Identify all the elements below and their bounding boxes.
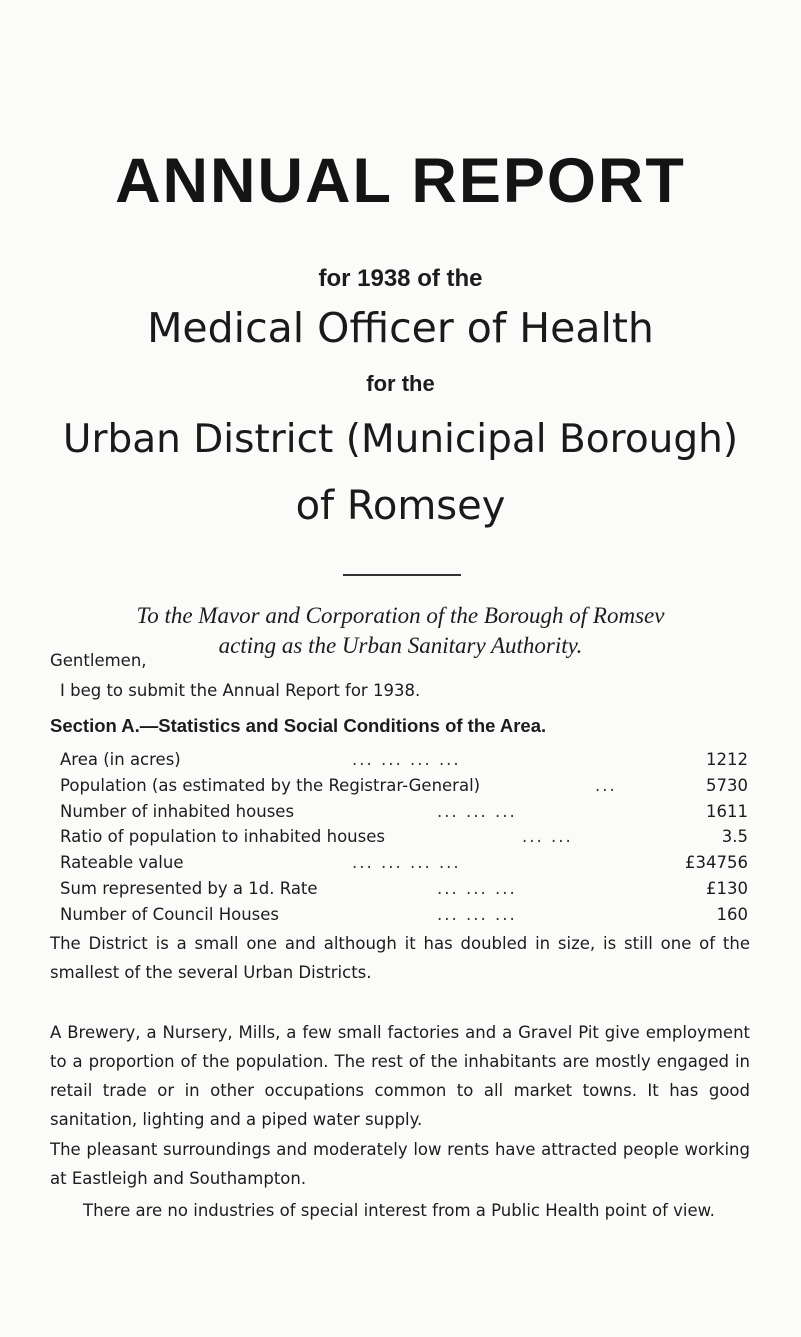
stat-label: Population (as estimated by the Registrar-General) [60,775,481,795]
paragraph-employment: A Brewery, a Nursery, Mills, a few small factories and a Gravel Pit give employment to a proportion of the population. The rest of the inhabitants are mostly engaged in retail trade or in other occupations common to all market towns. It has good sanitation, lighting and a piped water supply. [50,1023,750,1129]
paragraph-district: The District is a small one and although it has doubled in size, is still one of the smallest of the several Urban Districts. [50,934,750,982]
stat-value: 3.5 [721,827,748,847]
paragraph-industries: There are no industries of special interest from a Public Health point of view. [83,1201,715,1220]
stat-row-houses [60,801,748,827]
stat-row-rate [60,878,748,904]
officer-title: Medical Officer of Health [147,304,654,352]
stat-row-population [60,775,748,801]
stat-value: 1611 [706,801,748,821]
title-divider [343,574,461,576]
stat-row-area [60,749,748,775]
stat-value: £130 [706,878,748,898]
dedication-line-1: To the Mavor and Corporation of the Borough of Romsev [136,603,665,628]
stat-value: 1212 [706,750,748,769]
stat-leader-dots: ... ... ... [437,878,517,898]
stat-label: Number of inhabited houses [60,801,295,821]
stat-label: Number of Council Houses [60,904,279,924]
stat-row-ratio [60,826,748,852]
section-heading: Section A.—Statistics and Social Conditions of the Area. [50,715,547,736]
stat-label: Area (in acres) [60,750,181,769]
paragraph-surroundings: The pleasant surroundings and moderately low rents have attracted people working at Eastleigh and Southampton. [50,1140,750,1188]
report-year-line: for 1938 of the [318,265,483,292]
intro-text: I beg to submit the Annual Report for 1938. [60,681,421,700]
stat-value: 5730 [706,775,748,795]
report-title: ANNUAL REPORT [115,146,686,216]
for-the-line: for the [366,371,435,396]
stat-leader-dots: ... ... ... [437,801,517,821]
district-name: Urban District (Municipal Borough) [62,417,739,462]
salutation: Gentlemen, [50,651,147,670]
stat-label: Rateable value [60,853,184,873]
stat-row-rateable [60,852,748,878]
stat-row-council-houses [60,904,748,930]
stat-label: Sum represented by a 1d. Rate [60,878,318,898]
stat-label: Ratio of population to inhabited houses [60,827,385,847]
statistics-table [60,749,748,930]
stat-leader-dots: ... ... [522,827,573,847]
stat-value: 160 [716,904,748,924]
stat-leader-dots: ... ... ... [437,904,517,924]
dedication-line-2: acting as the Urban Sanitary Authority. [218,633,583,658]
stat-leader-dots: ... ... ... ... [352,750,461,769]
place-name: of Romsey [295,483,506,529]
stat-leader-dots: ... [595,775,617,795]
stat-leader-dots: ... ... ... ... [352,853,461,873]
stat-value: £34756 [685,853,748,873]
